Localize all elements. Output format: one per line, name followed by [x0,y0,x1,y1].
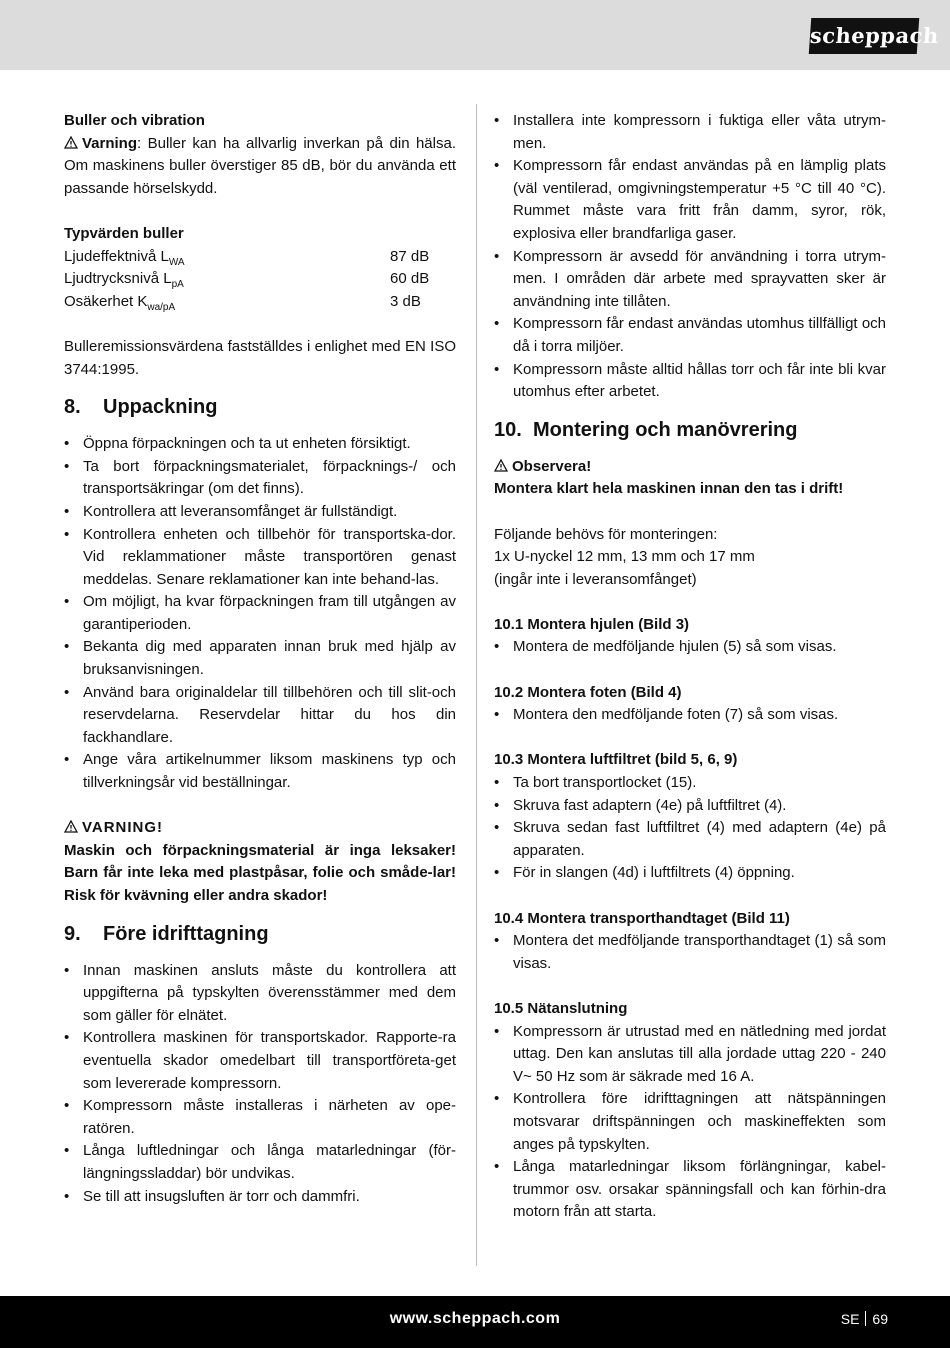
section-10-heading [494,416,886,444]
section-10-title: Montering och manövrering [533,418,798,441]
page-number: 69 [872,1311,888,1327]
section-9-title: Före idrifttagning [103,922,269,945]
list-item: • Skruva fast adaptern (4e) på luftfiltret (4). [494,795,886,818]
list-item: • Kontrollera att leveransomfånget är fullständigt. [64,501,456,524]
subsection-10-4-list [494,930,886,975]
noise-heading: Buller och vibration [64,112,205,129]
section-8-list [64,433,456,795]
note-heading-text: Observera! [512,457,592,475]
noise-label-subscript: pA [171,279,184,291]
subsection-10-1-list [494,636,886,659]
list-item: • Kontrollera enheten och tillbehör för transportska-dor. Vid reklammationer måste transportören genast meddelas. Senare reklamationer kan inte behand-las. [64,524,456,592]
left-column [64,110,456,1208]
noise-value: 60 dB [390,270,430,288]
list-item: • Långa luftledningar och långa matarledningar (för-längningssladdar) bör undvikas. [64,1140,456,1185]
section-9-heading [64,920,456,948]
list-item: • Kontrollera före idrifttagningen att nätspänningen motsvarar driftspänningen och maskineffekten som anges på typskylten. [494,1088,886,1156]
warning-heading-text: VARNING! [82,819,164,837]
noise-label [64,291,390,314]
noise-label-text: Ljudeffektnivå L [64,247,169,265]
noise-row [64,246,456,269]
list-item: • Kompressorn är avsedd för användning i torra utrym-men. I områden där arbete med sprayvatten sker är användning inte tillåten. [494,246,886,314]
list-item: • Skruva sedan fast luftfiltret (4) med adaptern (4e) på apparaten. [494,817,886,862]
needed-line: (ingår inte i leveransomfånget) [494,570,697,588]
footer-url[interactable]: www.scheppach.com [389,1310,561,1327]
list-item: • Kompressorn är utrustad med en nätledning med jordat uttag. Den kan anslutas till alla jordade uttag 220 - 240 V~ 50 Hz som är säkrade med 16 A. [494,1021,886,1089]
section-8-number: 8. [64,396,81,419]
section-10-number: 10. [494,418,522,441]
typ-heading: Typvärden buller [64,224,184,242]
list-item: • Montera de medföljande hjulen (5) så som visas. [494,636,886,659]
column-divider [476,104,477,1266]
page-separator [865,1311,866,1326]
list-item: • Bekanta dig med apparaten innan bruk med hjälp av bruksanvisningen. [64,636,456,681]
emission-text: Bulleremissionsvärdena fastställdes i enlighet med EN ISO 3744:1995. [64,337,456,378]
section-9-list [64,960,456,1209]
warning-triangle-icon [494,459,508,472]
subsection-10-5-title: 10.5 Nätanslutning [494,999,628,1017]
noise-label [64,268,390,291]
noise-label-text: Osäkerhet K [64,292,148,310]
needed-line: 1x U-nyckel 12 mm, 13 mm och 17 mm [494,548,755,566]
list-item: • Installera inte kompressorn i fuktiga eller våta utrym-men. [494,110,886,155]
list-item: • Se till att insugsluften är torr och dammfri. [64,1186,456,1209]
list-item: • Kompressorn får endast användas utomhus tillfälligt och då i torra miljöer. [494,313,886,358]
list-item: • Kompressorn får endast användas på en lämplig plats (väl ventilerad, omgivningstemperatur +5 °C till 40 °C). Rummet måste vara fritt från damm, syror, rök, explosiva eller brandfarliga gaser. [494,155,886,245]
header-bar [0,0,950,70]
list-item: • Ta bort transportlocket (15). [494,772,886,795]
noise-warning-text: : Buller kan ha allvarlig inverkan på din hälsa. Om maskinens buller överstiger 85 dB, bör du använda ett passande hörselskydd. [64,134,456,197]
list-item: • För in slangen (4d) i luftfiltrets (4) öppning. [494,862,886,885]
noise-row [64,291,456,314]
noise-label-subscript: WA [168,256,185,268]
warning-triangle-icon [64,136,78,149]
note-text: Montera klart hela maskinen innan den tas i drift! [494,480,844,498]
noise-value: 87 dB [390,247,430,265]
noise-value: 3 dB [390,292,421,310]
subsection-10-3-list [494,772,886,885]
list-item: • Ange våra artikelnummer liksom maskinens typ och tillverkningsår vid beställningar. [64,749,456,794]
brand-logo: scheppach [809,18,920,54]
list-item: • Långa matarledningar liksom förlängningar, kabel-trummor osv. orsakar spänningsfall och kan förhin-dra motorn från att starta. [494,1156,886,1224]
right-column [494,110,886,1224]
section-9-number: 9. [64,922,81,945]
footer-bar [0,1296,950,1348]
language-code: SE [840,1311,860,1327]
noise-row [64,268,456,291]
list-item: • Ta bort förpackningsmaterialet, förpacknings-/ och transportsäkringar (om det finns). [64,456,456,501]
noise-warning-label: Varning [82,134,138,152]
needed-line: Följande behövs för monteringen: [494,525,718,543]
noise-label-subscript: wa/pA [147,301,176,313]
list-item: • Kontrollera maskinen för transportskador. Rapporte-ra eventuella skador omedelbart till transportföreta-get som levererade kompressorn. [64,1027,456,1095]
note-heading [494,456,886,479]
list-item: • Använd bara originaldelar till tillbehören och till slit-och reservdelarna. Reservdelar hittar du hos din fackhandlare. [64,682,456,750]
subsection-10-5-list [494,1021,886,1224]
noise-warning [64,133,456,201]
subsection-10-3-title: 10.3 Montera luftfiltret (bild 5, 6, 9) [494,751,738,769]
page-indicator [841,1311,888,1327]
section-8-heading [64,393,456,421]
installation-list [494,110,886,404]
subsection-10-2-list [494,704,886,727]
warning-triangle-icon [64,820,78,833]
section-8-title: Uppackning [103,396,218,419]
list-item: • Kompressorn måste installeras i närheten av ope-ratören. [64,1095,456,1140]
list-item: • Öppna förpackningen och ta ut enheten försiktigt. [64,433,456,456]
subsection-10-4-title: 10.4 Montera transporthandtaget (Bild 11) [494,909,790,927]
list-item: • Montera den medföljande foten (7) så som visas. [494,704,886,727]
noise-values-table [64,246,456,314]
list-item: • Montera det medföljande transporthandtaget (1) så som visas. [494,930,886,975]
list-item: • Innan maskinen ansluts måste du kontrollera att uppgifterna på typskylten överensstämmer med dem som gäller för elnätet. [64,960,456,1028]
warning-text: Maskin och förpackningsmaterial är inga leksaker! Barn får inte leka med plastpåsar, folie och småde-lar! Risk för kvävning eller andra skador! [64,841,456,904]
subsection-10-1-title: 10.1 Montera hjulen (Bild 3) [494,615,690,633]
warning-heading [64,817,456,840]
subsection-10-2-title: 10.2 Montera foten (Bild 4) [494,683,682,701]
list-item: • Om möjligt, ha kvar förpackningen fram till utgången av garantiperioden. [64,591,456,636]
noise-label [64,246,390,269]
list-item: • Kompressorn måste alltid hållas torr och får inte bli kvar utomhus efter arbetet. [494,359,886,404]
noise-label-text: Ljudtrycksnivå L [64,270,172,288]
